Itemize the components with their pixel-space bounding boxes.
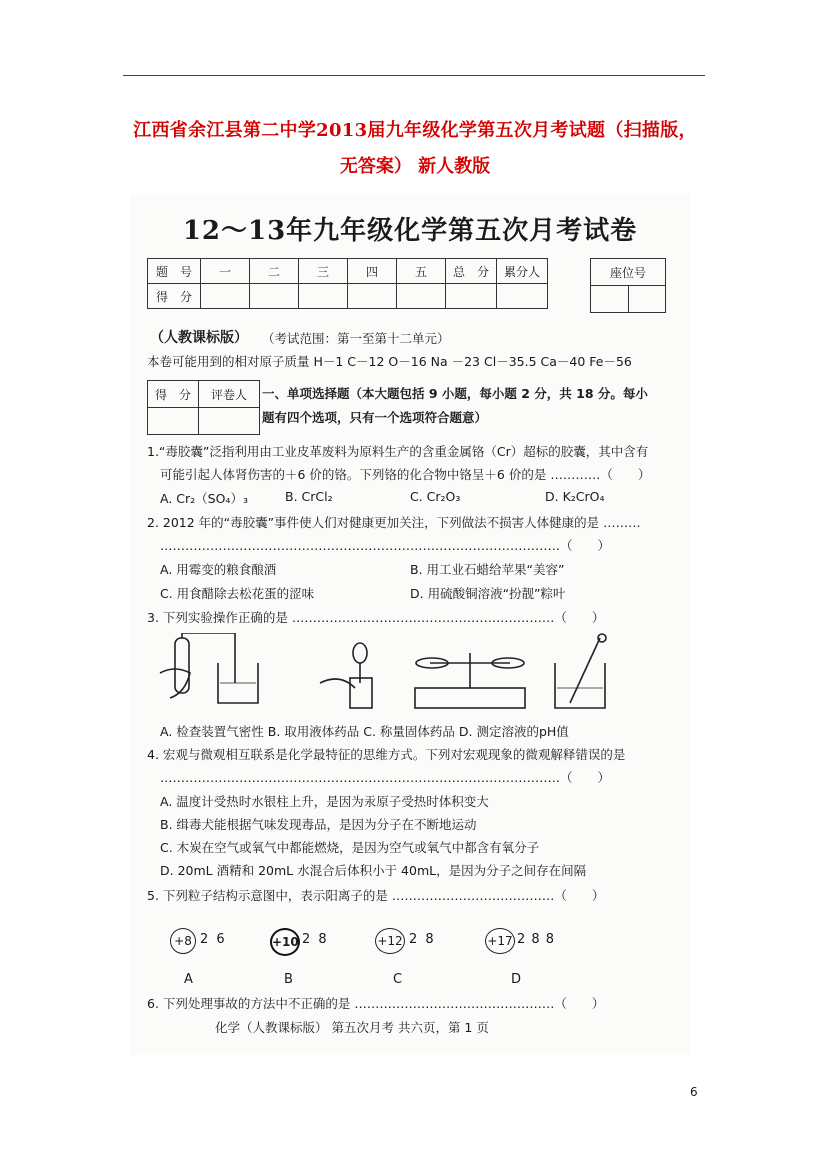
nucleus-d: +17 — [485, 928, 515, 954]
shells-b: 2 8 — [302, 932, 329, 947]
score-header-cell: 四 — [348, 259, 397, 284]
nucleus-c: +12 — [375, 928, 405, 954]
seat-cell — [628, 286, 666, 313]
atom-diagram-d — [485, 928, 560, 988]
score-cell — [201, 284, 250, 309]
seat-label: 座位号 — [591, 259, 666, 286]
question-1-option-a: A. Cr₂（SO₄）₃ — [160, 491, 248, 506]
score-cell — [397, 284, 446, 309]
q3-apparatus-figures — [150, 633, 670, 713]
score-cell — [299, 284, 348, 309]
atom-diagram-b — [270, 928, 340, 988]
dropper-figure — [320, 643, 372, 708]
question-3-line: 3. 下列实验操作正确的是 ………………………………………………………（ ） — [147, 610, 605, 625]
score-header-cell: 二 — [250, 259, 299, 284]
nucleus-a: +8 — [170, 928, 196, 954]
question-1-option-d: D. K₂CrO₄ — [545, 489, 605, 504]
question-2-line2: ……………………………………………………………………………………（ ） — [160, 538, 611, 553]
question-6-line: 6. 下列处理事故的方法中不正确的是 …………………………………………（ ） — [147, 996, 605, 1011]
section1-instructions-line1: 一、单项选择题（本大题包括 9 小题，每小题 2 分，共 18 分。每小 — [262, 386, 648, 401]
seat-number-table — [590, 258, 666, 313]
score-header-cell: 一 — [201, 259, 250, 284]
page-number: 6 — [690, 1085, 698, 1099]
question-4-option-a: A. 温度计受热时水银柱上升，是因为汞原子受热时体积变大 — [160, 794, 489, 809]
question-3-options: A. 检查装置气密性 B. 取用液体药品 C. 称量固体药品 D. 测定溶液的pH值 — [160, 724, 569, 739]
score-header-cell: 三 — [299, 259, 348, 284]
atom-diagram-a — [170, 928, 240, 988]
shells-c: 2 8 — [409, 932, 436, 947]
grader-header: 评卷人 — [199, 381, 260, 408]
label-b: B — [284, 972, 293, 987]
airtightness-check-figure — [160, 633, 258, 703]
grader-cell — [148, 408, 199, 435]
question-2-option-c: C. 用食醋除去松花蛋的涩味 — [160, 586, 315, 601]
question-4-line2: ……………………………………………………………………………………（ ） — [160, 770, 611, 785]
exam-footer: 化学（人教课标版） 第五次月考 共六页，第 1 页 — [215, 1020, 489, 1035]
question-4-line1: 4. 宏观与微观相互联系是化学最特征的思维方式。下列对宏观现象的微观解释错误的是 — [147, 747, 626, 762]
score-cell — [497, 284, 548, 309]
question-1-option-b: B. CrCl₂ — [285, 489, 333, 504]
question-1-line1: 1.“毒胶囊”泛指利用由工业皮革废料为原料生产的含重金属铬（Cr）超标的胶囊，其中含有 — [147, 444, 649, 459]
question-4-option-c: C. 木炭在空气或氧气中都能燃烧，是因为空气或氧气中都含有氧分子 — [160, 840, 540, 855]
question-1-line2: 可能引起人体肾伤害的＋6 价的铬。下列铬的化合物中铬呈＋6 价的是 …………（ ） — [160, 467, 651, 482]
edition-label: （人教课标版） — [150, 330, 248, 346]
question-2-option-b: B. 用工业石蜡给苹果“美容” — [410, 562, 565, 577]
score-table — [147, 258, 548, 309]
label-a: A — [184, 972, 193, 987]
atomic-mass-line: 本卷可能用到的相对原子质量 H－1 C－12 O－16 Na －23 Cl－35.5 Ca－40 Fe－56 — [147, 354, 632, 369]
balance-figure — [415, 653, 525, 708]
scope-label: （考试范围：第一至第十二单元） — [262, 331, 450, 346]
label-d: D — [511, 972, 522, 987]
score-header-cell: 累分人 — [497, 259, 548, 284]
question-2-option-a: A. 用霉变的粮食酿酒 — [160, 562, 277, 577]
atom-diagram-c — [375, 928, 445, 988]
question-5-line: 5. 下列粒子结构示意图中，表示阳离子的是 …………………………………（ ） — [147, 888, 605, 903]
nucleus-b: +10 — [270, 928, 300, 956]
ph-test-figure — [555, 634, 606, 708]
document-title-line1: 江西省余江县第二中学2013届九年级化学第五次月考试题（扫描版， — [133, 120, 697, 141]
document-title-line2: 无答案） 新人教版 — [339, 156, 491, 177]
seat-cell — [591, 286, 629, 313]
score-header-cell: 总 分 — [446, 259, 497, 284]
question-2-option-d: D. 用硫酸铜溶液“扮靓”粽叶 — [410, 586, 566, 601]
score-cell — [250, 284, 299, 309]
shells-d: 2 8 8 — [517, 932, 556, 947]
score-cell — [446, 284, 497, 309]
question-1-option-c: C. Cr₂O₃ — [410, 489, 461, 504]
grader-cell — [199, 408, 260, 435]
shells-a: 2 6 — [200, 932, 227, 947]
exam-title: 12～13年九年级化学第五次月考试卷 — [182, 216, 638, 246]
header-rule — [123, 75, 705, 76]
score-header-cell: 五 — [397, 259, 446, 284]
grader-table — [147, 380, 260, 435]
score-header-cell: 题 号 — [148, 259, 201, 284]
score-row-label: 得 分 — [148, 284, 201, 309]
section1-instructions-line2: 题有四个选项，只有一个选项符合题意） — [262, 410, 488, 425]
question-4-option-d: D. 20mL 酒精和 20mL 水混合后体积小于 40mL，是因为分子之间存在间隔 — [160, 863, 587, 878]
label-c: C — [393, 972, 403, 987]
q5-atom-diagrams — [160, 920, 560, 990]
question-4-option-b: B. 缉毒犬能根据气味发现毒品，是因为分子在不断地运动 — [160, 817, 477, 832]
score-cell — [348, 284, 397, 309]
question-2-line1: 2. 2012 年的“毒胶囊”事件使人们对健康更加关注，下列做法不损害人体健康的是 ……… — [147, 515, 641, 530]
grader-header: 得 分 — [148, 381, 199, 408]
